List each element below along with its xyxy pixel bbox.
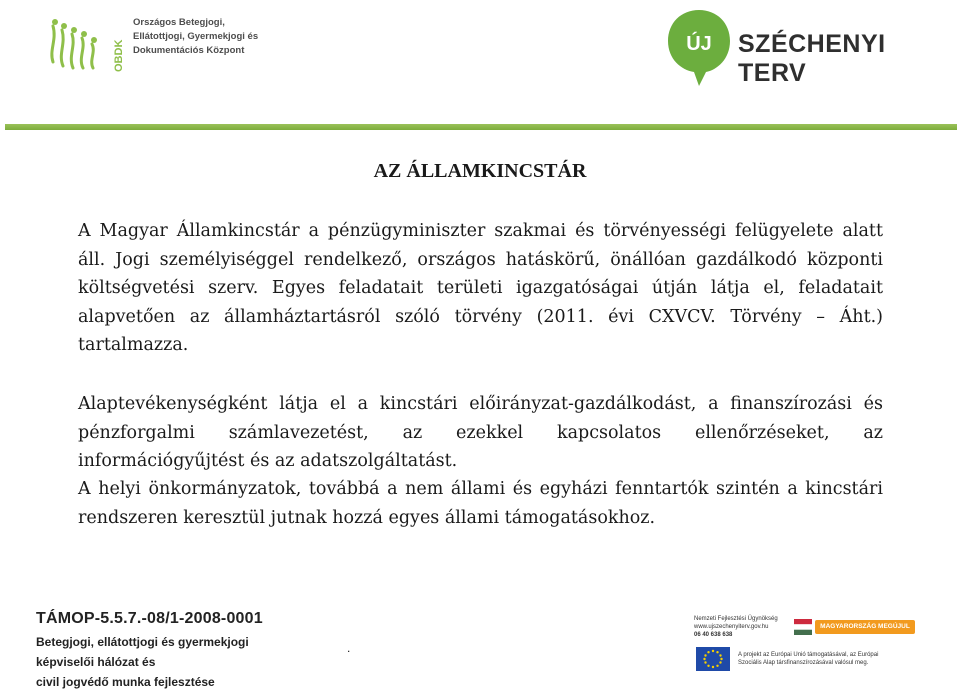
hungarian-flag-icon — [794, 619, 812, 635]
project-code: TÁMOP-5.5.7.-08/1-2008-0001 — [36, 610, 263, 627]
eu-funding-line: Szociális Alap társfinanszírozásával valósul meg. — [738, 660, 869, 666]
page-header — [0, 0, 960, 120]
obdk-figures-icon — [45, 14, 111, 74]
paragraph: A helyi önkormányzatok, továbbá a nem állami és egyházi fenntartók szintén a kincstári rendszeren keresztül jutnak hozzá egyes állami támogatásokhoz. — [78, 479, 883, 528]
obdk-abbreviation — [111, 16, 125, 74]
szechenyi-terv-title: SZÉCHENYI TERV — [738, 30, 886, 87]
svg-text:OBDK: OBDK — [113, 39, 125, 72]
funding-logos — [688, 605, 918, 683]
obdk-name-line: Dokumentációs Központ — [133, 45, 245, 56]
obdk-name-line: Országos Betegjogi, — [133, 17, 225, 28]
paragraph: A Magyar Államkincstár a pénzügyminiszter szakmai és törvényességi felügyelete alatt áll. Jogi személyiséggel rendelkező, országos hatáskörű, önállóan gazdálkodó központi költségvetési szerv. Egyes feladatait területi igazgatóságai útján látja el, feladatait alapvetően az államháztartásról szóló törvény (2011. évi CXVCV. Törvény – Áht.) tartalmazza. — [78, 221, 883, 355]
eu-flag-icon — [696, 647, 730, 671]
agency-name: Nemzeti Fejlesztési Ügynökség — [694, 616, 778, 622]
agency-phone: 06 40 638 638 — [694, 632, 733, 638]
agency-info — [694, 615, 794, 639]
project-line: Betegjogi, ellátottjogi és gyermekjogi — [36, 635, 249, 649]
agency-url: www.ujszechenyiterv.gov.hu — [694, 624, 769, 630]
obdk-name — [133, 16, 258, 58]
footer-dot: . — [347, 641, 351, 655]
szechenyi-terv-logo — [666, 8, 946, 88]
header-divider — [5, 124, 957, 130]
obdk-name-line: Ellátottjogi, Gyermekjogi és — [133, 31, 259, 42]
project-info — [36, 610, 263, 692]
obdk-logo — [45, 14, 275, 74]
paragraph: Alaptevékenységként látja el a kincstári előirányzat-gazdálkodást, a finanszírozási és pénzforgalmi számlavezetést, az ezekkel kapcsolatos ellenőrzéseket, az információgyűjtést és az adatszolgáltatást. — [78, 394, 883, 471]
page-title: AZ ÁLLAMKINCSTÁR — [373, 160, 587, 182]
svg-text:ÚJ: ÚJ — [686, 33, 712, 55]
project-line: civil jogvédő munka fejlesztése — [36, 675, 215, 689]
uj-speech-bubble-icon — [666, 8, 732, 88]
magyarorszag-megujul-banner: MAGYARORSZÁG MEGÚJUL — [815, 620, 915, 634]
project-line: képviselői hálózat és — [36, 655, 156, 669]
eu-funding-note — [738, 651, 916, 667]
eu-funding-line: A projekt az Európai Unió támogatásával, az Európai — [738, 652, 879, 658]
